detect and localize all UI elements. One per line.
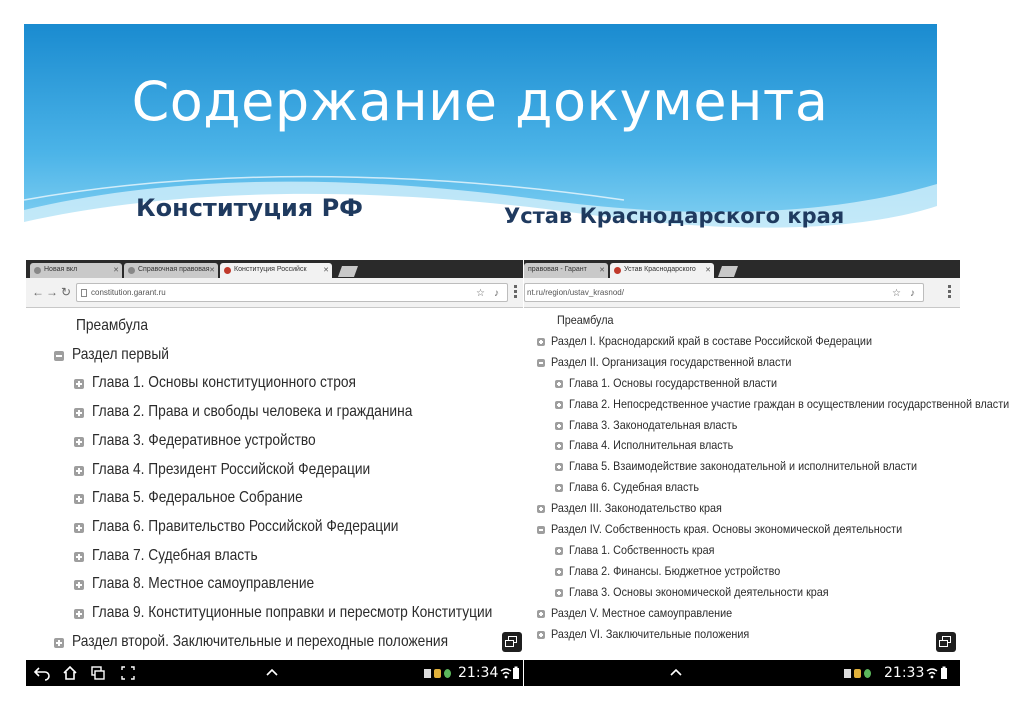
- expand-icon[interactable]: [537, 631, 545, 639]
- toc-chapter[interactable]: Глава 1. Основы конституционного строя: [92, 374, 356, 392]
- expand-icon[interactable]: [74, 494, 84, 504]
- close-tab-icon[interactable]: ✕: [323, 267, 329, 274]
- notification-icon: [434, 669, 441, 678]
- toc-section[interactable]: Раздел IV. Собственность края. Основы экономической деятельности: [551, 522, 903, 536]
- favicon-icon: [128, 267, 135, 274]
- close-tab-icon[interactable]: ✕: [705, 267, 711, 274]
- system-bar: [26, 660, 523, 686]
- expand-icon[interactable]: [555, 463, 563, 471]
- new-tab-button[interactable]: [718, 266, 738, 277]
- window-switch-icon[interactable]: [502, 632, 522, 652]
- window-switch-icon[interactable]: [936, 632, 956, 652]
- toc-chapter[interactable]: Преамбула: [76, 317, 148, 334]
- close-tab-icon[interactable]: ✕: [599, 267, 605, 274]
- forward-arrow-icon[interactable]: →: [46, 285, 58, 299]
- browser-tab-active[interactable]: [610, 263, 714, 278]
- app-status-icon: [444, 669, 451, 678]
- toc-section[interactable]: Раздел II. Организация государственной власти: [551, 354, 792, 369]
- expand-icon[interactable]: [555, 380, 563, 388]
- url-field[interactable]: [76, 283, 508, 302]
- expand-icon[interactable]: [74, 523, 84, 533]
- toc-chapter[interactable]: Глава 5. Федеральное Собрание: [92, 489, 303, 507]
- toc-section[interactable]: Раздел I. Краснодарский край в составе Российской Федерации: [551, 333, 872, 348]
- expand-icon[interactable]: [537, 505, 545, 513]
- expand-icon[interactable]: [555, 442, 563, 450]
- toc-chapter[interactable]: Глава 6. Судебная власть: [569, 480, 699, 495]
- expand-icon[interactable]: [555, 401, 563, 409]
- mic-icon[interactable]: ♪: [910, 288, 915, 299]
- tab-strip: [26, 260, 523, 278]
- clock: 21:33: [884, 665, 925, 681]
- expand-icon[interactable]: [74, 580, 84, 590]
- bookmark-star-icon[interactable]: ☆: [476, 288, 485, 299]
- screenshot-icon[interactable]: [120, 666, 136, 680]
- mic-icon[interactable]: ♪: [494, 288, 499, 299]
- clock: 21:34: [458, 665, 499, 681]
- url-text: constitution.garant.ru: [91, 288, 166, 297]
- expand-icon[interactable]: [555, 422, 563, 430]
- reload-icon[interactable]: ↻: [61, 285, 72, 299]
- notification-icon: [854, 669, 861, 678]
- url-field[interactable]: [524, 283, 924, 302]
- toc-section[interactable]: Раздел V. Местное самоуправление: [551, 605, 733, 620]
- omnibar: [26, 278, 523, 308]
- favicon-icon: [614, 267, 621, 274]
- collapse-icon[interactable]: [537, 359, 545, 367]
- expand-icon[interactable]: [555, 589, 563, 597]
- expand-icon[interactable]: [74, 408, 84, 418]
- url-text: nt.ru/region/ustav_krasnod/: [527, 288, 624, 297]
- tab-strip: [524, 260, 960, 278]
- caption-constitution: Конституция РФ: [136, 194, 363, 222]
- menu-icon[interactable]: [948, 285, 951, 299]
- usb-icon: [424, 669, 431, 678]
- browser-tab[interactable]: [524, 263, 608, 278]
- app-status-icon: [864, 669, 871, 678]
- toc-section[interactable]: Раздел VI. Заключительные положения: [551, 626, 750, 641]
- toc-chapter[interactable]: Глава 1. Основы государственной власти: [569, 375, 778, 390]
- toc-panel: [26, 309, 523, 660]
- toc-chapter[interactable]: Глава 2. Финансы. Бюджетное устройство: [569, 563, 781, 578]
- chevron-up-icon[interactable]: [264, 666, 280, 680]
- expand-icon[interactable]: [74, 609, 84, 619]
- favicon-icon: [34, 267, 41, 274]
- toc-panel: [524, 309, 1009, 660]
- browser-tab-active[interactable]: [220, 263, 332, 278]
- expand-icon[interactable]: [537, 610, 545, 618]
- bookmark-star-icon[interactable]: ☆: [892, 288, 901, 299]
- toc-chapter[interactable]: Глава 7. Судебная власть: [92, 546, 258, 564]
- battery-icon: [940, 666, 956, 680]
- toc-chapter[interactable]: Глава 3. Федеративное устройство: [92, 431, 316, 449]
- expand-icon[interactable]: [74, 552, 84, 562]
- omnibar: [524, 278, 960, 308]
- expand-icon[interactable]: [555, 568, 563, 576]
- favicon-icon: [224, 267, 231, 274]
- toc-chapter[interactable]: Глава 2. Права и свободы человека и гражданина: [92, 403, 413, 421]
- toc-chapter[interactable]: Глава 8. Местное самоуправление: [92, 575, 315, 593]
- back-arrow-icon[interactable]: ←: [32, 285, 44, 299]
- slide-title: Содержание документа: [131, 70, 829, 133]
- expand-icon[interactable]: [54, 638, 64, 648]
- toc-chapter[interactable]: Преамбула: [557, 313, 614, 327]
- toc-section[interactable]: Раздел первый: [72, 345, 169, 363]
- toc-chapter[interactable]: Глава 6. Правительство Российской Федерации: [92, 517, 399, 535]
- tab-label: Новая вкл: [44, 266, 78, 273]
- expand-icon[interactable]: [74, 437, 84, 447]
- toc-section[interactable]: Раздел III. Законодательство края: [551, 501, 722, 516]
- toc-section[interactable]: Раздел второй. Заключительные и переходные положения: [72, 632, 449, 650]
- chevron-up-icon[interactable]: [668, 666, 684, 680]
- back-nav-icon[interactable]: [34, 666, 50, 680]
- tab-label: правовая - Гарант: [528, 266, 587, 273]
- toc-chapter[interactable]: Глава 9. Конституционные поправки и пересмотр Конституции: [92, 604, 493, 621]
- toc-chapter[interactable]: Глава 3. Законодательная власть: [569, 417, 738, 432]
- expand-icon[interactable]: [74, 466, 84, 476]
- toc-chapter[interactable]: Глава 1. Собственность края: [569, 542, 715, 557]
- charter-browser-screenshot: [524, 260, 1009, 686]
- close-tab-icon[interactable]: ✕: [209, 267, 215, 274]
- collapse-icon[interactable]: [54, 351, 64, 361]
- page-icon: [81, 289, 87, 297]
- tab-label: Конституция Российск: [234, 266, 307, 273]
- menu-icon[interactable]: [514, 285, 517, 299]
- close-tab-icon[interactable]: ✕: [113, 267, 119, 274]
- usb-icon: [844, 669, 851, 678]
- toc-chapter[interactable]: Глава 2. Непосредственное участие граждан в осуществлении государственной власти: [569, 396, 1009, 411]
- toc-chapter[interactable]: Глава 4. Президент Российской Федерации: [92, 460, 371, 478]
- toc-chapter[interactable]: Глава 4. Исполнительная власть: [569, 438, 734, 453]
- tab-label: Справочная правовая: [138, 266, 210, 273]
- expand-icon[interactable]: [555, 547, 563, 555]
- toc-chapter[interactable]: Глава 3. Основы экономической деятельности края: [569, 584, 829, 599]
- expand-icon[interactable]: [537, 338, 545, 346]
- toc-chapter[interactable]: Глава 5. Взаимодействие законодательной и исполнительной власти: [569, 459, 918, 474]
- browser-tab[interactable]: [30, 263, 122, 278]
- system-bar: [524, 660, 960, 686]
- expand-icon[interactable]: [555, 484, 563, 492]
- expand-icon[interactable]: [74, 379, 84, 389]
- constitution-browser-screenshot: [26, 260, 523, 686]
- new-tab-button[interactable]: [338, 266, 358, 277]
- caption-charter: Устав Краснодарского края: [504, 204, 845, 228]
- collapse-icon[interactable]: [537, 526, 545, 534]
- recent-apps-icon[interactable]: [90, 666, 106, 680]
- browser-tab[interactable]: [124, 263, 218, 278]
- tab-label: Устав Краснодарского: [624, 266, 696, 273]
- home-icon[interactable]: [62, 666, 78, 680]
